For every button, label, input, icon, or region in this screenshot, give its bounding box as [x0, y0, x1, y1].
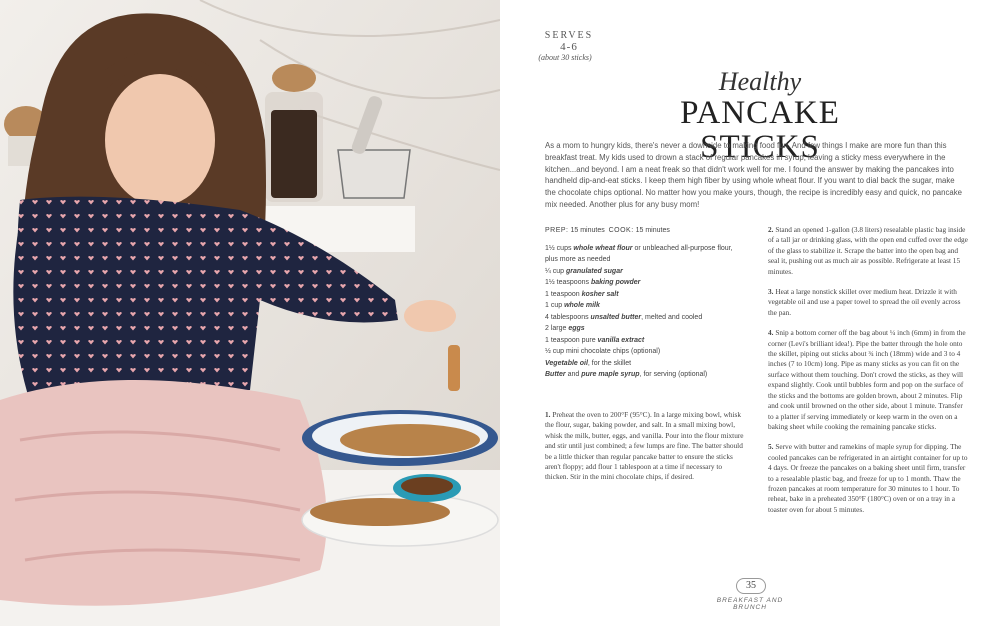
step-number: 1. — [545, 410, 551, 419]
prep-value: 15 minutes — [570, 227, 605, 234]
ingredient-pre: ½ cup mini chocolate chips (optional) — [545, 348, 661, 355]
ingredient-list — [545, 243, 745, 381]
ingredient-pre: 1½ teaspoons — [545, 279, 591, 286]
ingredient-post: , melted and cooled — [641, 313, 703, 321]
ingredient-em: Butter — [545, 371, 566, 378]
ingredient-pre: 1 teaspoon — [545, 290, 582, 298]
step-number: 5. — [768, 442, 774, 452]
step-number: 4. — [768, 328, 774, 338]
intro-paragraph: As a mom to hungry kids, there's never a downside to making food fun. And few things I make are more fun than this breakfast treat. My kids used to drown a stack of regular pancakes in syrup, leaving a sticky mess everywhere in the kitchen...and beyond. I am a neat freak so that didn't work well for me. I found the answer by making the pancakes into handheld dip-and-eat sticks. I keep them high fiber by using whole wheat flour. If you want to dial back the sugar, make the chocolate chips optional. No matter how you make yours, though, the recipe is incredibly easy and quick, no pancake mix needed. Another plus for any busy mom! — [545, 141, 962, 209]
ingredient-em: whole milk — [564, 302, 600, 309]
ingredient-item — [545, 358, 745, 370]
ingredients-column — [545, 225, 745, 381]
ingredient-item — [545, 300, 745, 312]
step-number: 2. — [768, 225, 774, 234]
step-4 — [768, 328, 968, 432]
ingredient-item — [545, 369, 745, 381]
ingredient-em: unsalted butter — [590, 313, 642, 321]
ingredient-pre: 1 teaspoon pure — [545, 336, 598, 344]
ingredient-em: Vegetable oil — [545, 359, 588, 367]
ingredient-item — [545, 277, 745, 289]
ingredient-item — [545, 335, 745, 347]
serves-label: SERVES — [544, 30, 594, 41]
ingredient-em: kosher salt — [581, 290, 619, 298]
ingredient-pre: 1 cup — [545, 302, 565, 309]
ingredient-post: or unbleached all-purpose flour, plus more as needed — [545, 244, 733, 263]
ingredient-em: eggs — [568, 325, 585, 332]
prep-cook-times — [545, 225, 745, 237]
step-3 — [768, 287, 968, 318]
ingredient-em: granulated sugar — [566, 267, 623, 275]
step-5 — [768, 442, 968, 515]
ingredient-item — [545, 346, 745, 358]
ingredient-em: vanilla extract — [597, 336, 645, 344]
ingredient-post: , for the skillet — [587, 359, 632, 367]
ingredient-pre: ¼ cup — [545, 267, 567, 275]
page-number: 35 — [736, 578, 766, 594]
ingredient-pre: 4 tablespoons — [545, 313, 591, 321]
ingredient-item — [545, 266, 745, 278]
ingredient-post: , for serving (optional) — [639, 371, 708, 378]
ingredient-em: whole wheat flour — [573, 244, 633, 252]
ingredient-item — [545, 323, 745, 335]
section-name: BREAKFAST AND BRUNCH — [716, 597, 784, 611]
serves-badge — [540, 30, 598, 62]
ingredient-item — [545, 289, 745, 301]
step-text: Serve with butter and ramekins of maple syrup for dipping. The cooled pancakes can be refrigerated in an airtight container for up to 4 days. Or freeze the pancakes on a baking sheet until firm, transfer to a resealable plastic bag, and freeze for up to 1 month. Thaw the frozen pancakes at room temperature for 30 minutes to 1 hour. To reheat, bake in a preheated 350°F (180°C) oven or on a tray in a toaster oven for about 5 minutes. — [768, 442, 968, 514]
title-script: Healthy — [718, 67, 802, 96]
step-1 — [545, 410, 745, 483]
ingredient-em: pure maple syrup — [581, 371, 640, 378]
title-main: PANCAKE STICKS — [680, 95, 840, 165]
ingredient-em: baking powder — [590, 279, 641, 286]
step-text: Stand an opened 1-gallon (3.8 liters) resealable plastic bag inside of a tall jar or drinking glass, with the open end cuffed over the edge of the glass to stabilize it. Scrape the batter into the open bag and seal it, pushing out as much air as possible. Refrigerate at least 15 minutes. — [768, 225, 968, 276]
ingredient-pre: 2 large — [545, 325, 569, 332]
serves-note: (about 30 sticks) — [538, 53, 592, 62]
ingredient-item — [545, 312, 745, 324]
cook-label: COOK: — [608, 227, 634, 234]
ingredient-pre: 1½ cups — [545, 244, 574, 252]
ingredient-post: and — [565, 371, 582, 378]
step-number: 3. — [768, 287, 774, 297]
step-text: Heat a large nonstick skillet over medium heat. Drizzle it with vegetable oil and use a paper towel to spread the oil evenly across the pan. — [768, 287, 961, 317]
cook-value: 15 minutes — [635, 227, 670, 234]
step-2 — [768, 225, 968, 277]
serves-count: 4-6 — [560, 41, 578, 53]
step-text: Snip a bottom corner off the bag about ¼ inch (6mm) in from the corner (Levi's brilliant idea!). Pipe the batter through the hole onto the skillet, piping out sticks about ¾ inch (18mm) wide and 3 to 4 inches (7 to 10cm) long. Pipe as many sticks as you can fit on the surface without them touching. Don't crowd the sticks, as they will expand slightly. Cook until bubbles form and pop on the surface of the sticks and the bottoms are golden brown, about 2 minutes. Flip and cook until browned on the other side, about 1 minute. Transfer to a platter if serving immediately or keep warm in the oven on a baking sheet while cooking the remaining pancake sticks. — [768, 328, 966, 431]
ingredient-item — [545, 243, 745, 266]
step-text: Preheat the oven to 200°F (95°C). In a large mixing bowl, whisk the flour, sugar, baking powder, and salt. In a small mixing bowl, whisk the milk, butter, eggs, and vanilla. Pour into the flour mixture and stir until just combined; a few lumps are fine. The batter should be a little thicker than regular pancake batter to ensure the sticks aren't floppy; add flour 1 tablespoon at a time if necessary to thicken. Stir in the mini chocolate chips, if desired. — [545, 410, 744, 482]
steps-column — [768, 225, 968, 525]
prep-label: PREP: — [545, 227, 569, 234]
